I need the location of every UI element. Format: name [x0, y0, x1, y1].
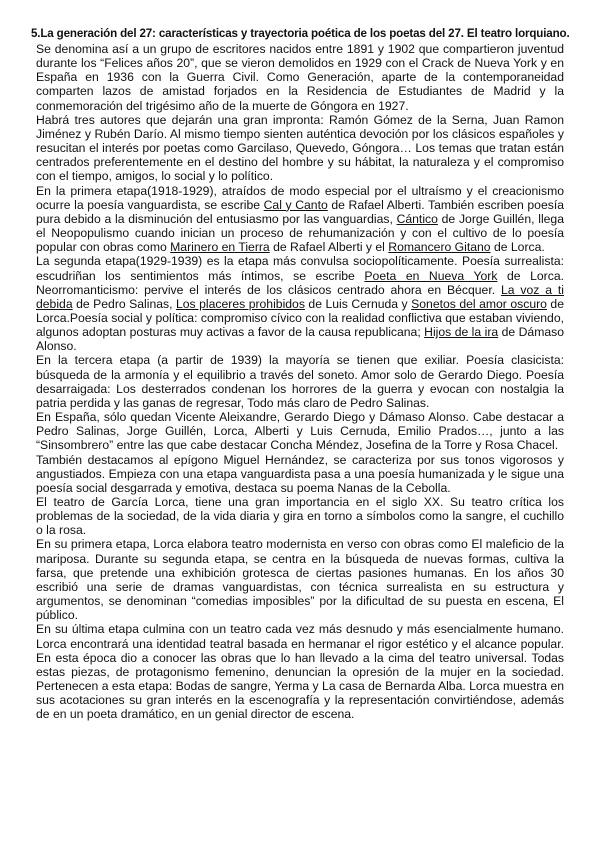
work-title-los-placeres-prohibidos: Los placeres prohibidos: [176, 296, 305, 311]
work-title-hijos-de-la-ira: Hijos de la ira: [424, 325, 499, 340]
text-segment: de Lorca. Neorromanticismo: pervive el interés de los clásicos centrado ahora en Bécquer.: [36, 268, 565, 297]
text-segment: de Pedro Salinas,: [72, 296, 176, 311]
text-segment: de Lorca.: [490, 240, 545, 255]
text-segment: de Dámaso Alonso.: [36, 325, 564, 354]
paragraph-intro: Se denomina así a un grupo de escritores nacidos entre 1891 y 1902 que compartieron juventud durante los “Felices años 20”, que se vieron demolidos en 1929 con el Crack de Nueva York y en España en 1936 con la Guerra Civil. Como Generación, aparte de la contemporaneidad comparten lazos de amistad forjados en la Residencia de Estudiantes de Madrid y la conmemoración del trigésimo año de la muerte de Góngora en 1927.: [36, 42, 564, 113]
text-segment: de Jorge Guillén, llega el Neopopulismo cuando inician un proceso de rehumanización y con el cultivo de lo poesía popular con obras como: [36, 211, 564, 255]
section-heading: 5.La generación del 27: características y trayectoria poética de los poetas del 27. El teatro lorquiano.: [31, 27, 570, 40]
paragraph-influences: Habrá tres autores que dejarán una gran impronta: Ramón Gómez de la Serna, Juan Ramon Jiménez y Rubén Darío. Al mismo tiempo sienten auténtica devoción por los clásicos españoles y resucitan el interés por poetas como Garcilaso, Quevedo, Góngora… Los temas que tratan están centrados preferentemente en el destino del hombre y su hábitat, la naturaleza y el compromiso con el tiempo, amigos, lo social y lo político.: [36, 112, 564, 184]
text-segment: de Luis Cernuda y: [304, 296, 412, 311]
text-segment: de Rafael Alberti y el: [269, 240, 389, 255]
text-segment: En la primera etapa(1918-1929), atraídos de modo especial por el ultraísmo y el creacionismo ocurre la poesía vanguardista, se escribe: [36, 183, 564, 212]
paragraph-lorca-stages: En su primera etapa, Lorca elabora teatro modernista en verso con obras como El maleficio de la mariposa. Durante su segunda etapa, se centra en la búsqueda de nuevas formas, cultiva la farsa, que pretende una exhibición grotesca de ciertas pasiones humanas. En los años 30 escribió una serie de dramas vanguardistas, con técnica surrealista en su estructura y argumentos, se denominan “comedias imposibles” por la dificultad de su puesta en escena, El público.: [36, 537, 564, 623]
paragraph-lorca-theatre: El teatro de García Lorca, tiene una gran importancia en el siglo XX. Su teatro crítica los problemas de la sociedad, de la vida diaria y gira en torno a símbolos como la sangre, el cuchillo o la rosa.: [36, 495, 564, 538]
work-title-romancero-gitano: Romancero Gitano: [388, 240, 491, 255]
work-title-marinero-en-tierra: Marinero en Tierra: [170, 240, 270, 255]
paragraph-first-stage: [36, 184, 564, 255]
paragraph-spain: En España, sólo quedan Vicente Aleixandre, Gerardo Diego y Dámaso Alonso. Cabe destacar a Pedro Salinas, Jorge Guillén, Lorca, Alberti y Luis Cernuda, Emilio Prados…, junto a las “Sinsombrero” entre las que cabe destacar Concha Méndez, Josefina de la Torre y Rosa Chacel.: [36, 410, 564, 453]
work-title-poeta-en-nueva-york: Poeta en Nueva York: [364, 268, 498, 283]
text-segment: de Lorca.Poesía social y política: compromiso cívico con la realidad conflictiva que estaban viviendo, algunos adoptan posturas muy activas a favor de la causa republicana;: [36, 296, 564, 340]
work-title-sonetos-del-amor-oscuro: Sonetos del amor oscuro: [411, 296, 547, 311]
work-title-cal-y-canto: Cal y Canto: [263, 197, 328, 212]
paragraph-second-stage: [36, 254, 564, 353]
paragraph-miguel-hernandez: También destacamos al epígono Miguel Hernández, se caracteriza por sus tonos vigorosos y angustiados. Empieza con una etapa vanguardista pasa a una poesía humanizada y le sigue una poesía social desgarrada y emotiva, destaca su poema Nanas de la Cebolla.: [36, 452, 564, 495]
paragraph-lorca-last-stage: En su última etapa culmina con un teatro cada vez más desnudo y más esencialmente humano. Lorca encontrará una identidad teatral basada en hermanar el rigor estético y el alcance popular. En esta época dio a conocer las obras que lo han llevado a la cima del teatro universal. Todas estas piezas, de protagonismo femenino, denuncian la opresión de la mujer en la sociedad. Pertenecen a esta etapa: Bodas de sangre, Yerma y La casa de Bernarda Alba. Lorca muestra en sus acotaciones su gran interés en la escenografía y la representación convirtiéndose, además de en un poeta dramático, en un genial director de escena.: [36, 622, 564, 722]
text-segment: de Rafael Alberti. También escriben poesía pura debido a la disminución del entusiasmo por las vanguardias,: [36, 197, 564, 226]
work-title-la-voz-a-ti-debida: La voz a ti debida: [36, 282, 564, 311]
work-title-cantico: Cántico: [396, 211, 438, 226]
document-page: [31, 27, 570, 722]
text-segment: La segunda etapa(1929-1939) es la etapa más convulsa sociopolíticamente. Poesía surrealista: escudriñan los sentimientos más íntimos, se escribe: [36, 254, 564, 283]
paragraph-third-stage: En la tercera etapa (a partir de 1939) la mayoría se tienen que exiliar. Poesía clasicista: búsqueda de la armonía y el equilibrio a través del soneto. Amor solo de Gerardo Diego. Poesía desarraigada: Los desterrados condenan los horrores de la guerra y evocan con nostalgia la patria perdida y las ganas de regresar, Todo más claro de Pedro Salinas.: [36, 353, 564, 410]
